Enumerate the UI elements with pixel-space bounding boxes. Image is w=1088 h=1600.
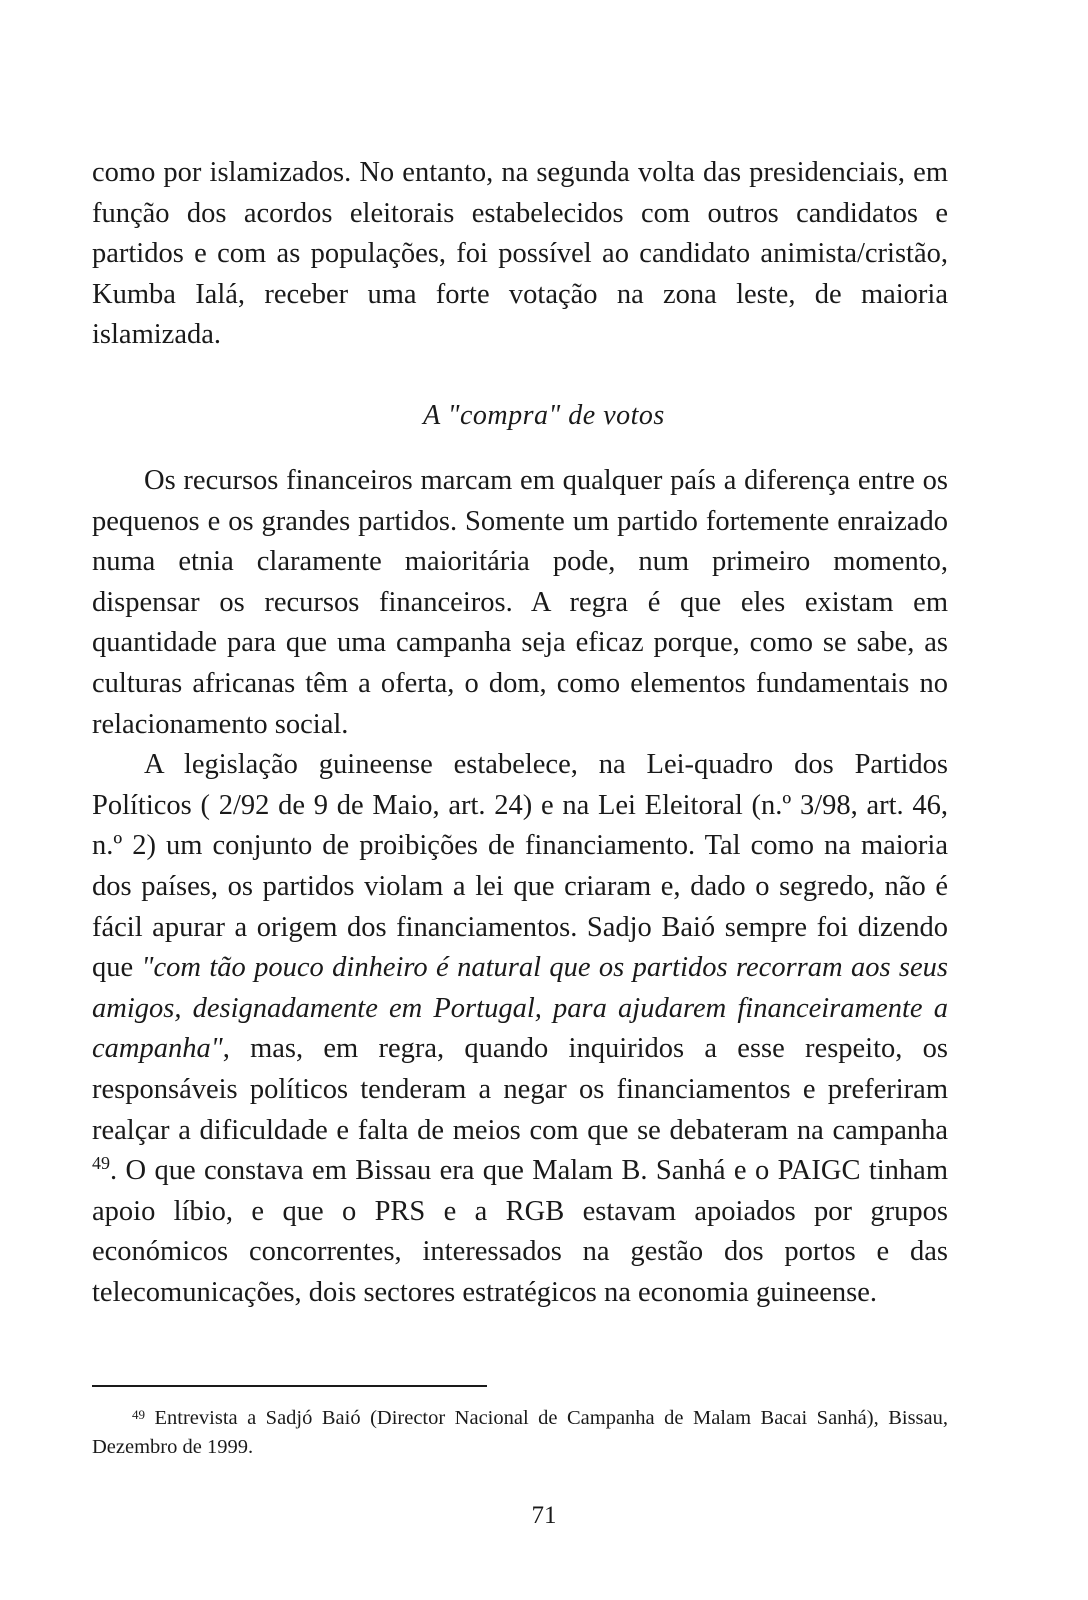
footnote-reference[interactable]: 49: [92, 1153, 110, 1174]
paragraph-text-part: A legislação guineense estabelece, na Lei-quadro dos Partidos Políticos ( 2/92 de 9 de Maio, art. 24) e na Lei Eleitoral (n.º 3/98, art. 46, n.º 2) um conjunto de proibições de financiamento. Tal como na maioria dos países, os partidos violam a lei que criaram e, dado o segredo, não é fácil apurar a origem dos financiamentos. Sadjo Baió sempre foi dizendo que: [92, 749, 948, 984]
page-number: 71: [531, 1502, 557, 1529]
section-body: [92, 461, 948, 1313]
footnote-divider: [92, 1385, 487, 1387]
paragraph-continuation: [92, 153, 948, 356]
paragraph-text-part: , mas, em regra, quando inquiridos a esse respeito, os responsáveis políticos tenderam a negar os financiamentos e preferiram realçar a dificuldade e falta de meios com que se debateram na campanha: [92, 1033, 948, 1146]
footnote-text: Entrevista a Sadjó Baió (Director Nacional de Campanha de Malam Bacai Sanhá), Bissau, Dezembro de 1999.: [92, 1407, 949, 1458]
paragraph-financial-resources: Os recursos financeiros marcam em qualquer país a diferença entre os pequenos e os grandes partidos. Somente um partido fortemente enraizado numa etnia claramente maioritária pode, num primeiro momento, dispensar os recursos financeiros. A regra é que eles existam em quantidade para que uma campanha seja eficaz porque, como se sabe, as culturas africanas têm a oferta, o dom, como elementos fundamentais no relacionamento social.: [92, 465, 948, 740]
section-heading: A "compra" de votos: [423, 400, 665, 431]
footnote-number: 49: [132, 1407, 145, 1422]
quote-sadjo-baio: "com tão pouco dinheiro é natural que os partidos recorram aos seus amigos, designadamente em Portugal, para ajudarem financeiramente a campanha": [92, 952, 948, 1065]
footnote: [92, 1400, 948, 1462]
paragraph-text-part: . O que constava em Bissau era que Malam B. Sanhá e o PAIGC tinham apoio líbio, e que o PRS e a RGB estavam apoiados por grupos económicos concorrentes, interessados na gestão dos portos e das telecomunicações, dois sectores estratégicos na economia guineense.: [92, 1155, 948, 1308]
paragraph-legislation: [92, 745, 948, 1313]
paragraph-text: como por islamizados. No entanto, na segunda volta das presidenciais, em função dos acordos eleitorais estabelecidos com outros candidatos e partidos e com as populações, foi possível ao candidato animista/cristão, Kumba Ialá, receber uma forte votação na zona leste, de maioria islamizada.: [92, 157, 948, 351]
